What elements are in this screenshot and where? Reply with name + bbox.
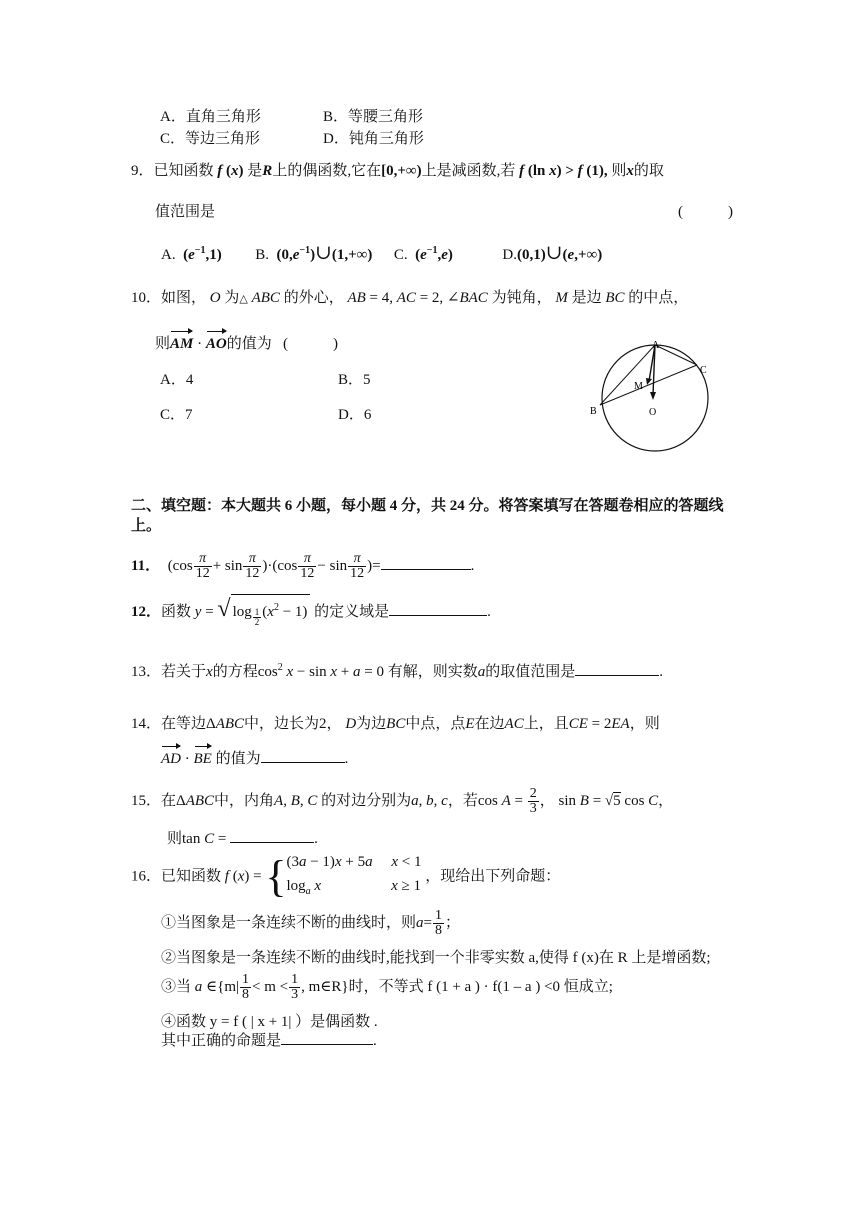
q10-stem: 10．如图， O 为△ ABC 的外心， AB = 4, AC = 2, ∠BAC 为钝角， M 是边 BC 的中点， [131,290,689,306]
q16-prop-3: ③当 a ∈{m| $\frac{1}{8}$ < m < $\frac{1}{3}$ , m∈R}时，不等式 f (1 + a ) · f(1 – a ) <0 恒成立; [161,972,613,1003]
q10-stem-line2: 则AM · AO的值为 ( ) [155,336,338,352]
q9-stem: 9．已知函数 f (x) 是R上的偶函数,它在[0,+∞)上是减函数,若 f (ln x) > f (1), 则x的取 [131,163,664,179]
fig-label-o: O [649,407,657,418]
fig-label-m: M [634,381,643,392]
q10-circle-figure [585,335,720,460]
q16-stem: 16．已知函数 f (x) = {(3a − 1)x + 5a x < 1 $\log_a x$ x ≥ 1 ，现给出下列命题： [131,852,561,901]
q8-option-c: C．等边三角形 [160,131,261,147]
q12-stem: 12．函数 y = √ log $_{\frac{1}{2}}$ $(x^2 - 1)$ 的定义域是 . [131,594,491,630]
fig-label-c: C [700,365,707,376]
q11-stem: 11． (cos $\frac{\pi}{12}$ + sin $\frac{\pi}{12}$ )·(cos $\frac{\pi}{12}$ − sin $\frac{\pi}{12}$ )= . [131,551,475,581]
q10-option-d: D．6 [338,407,372,423]
q8-option-d: D．钝角三角形 [323,131,424,147]
q15-stem: 15．在ΔABC中，内角A, B, C 的对边分别为a, b, c，若cos A = $\frac{2}{3}$ ， sin B = √5 cos C， [131,786,674,817]
fig-label-b: B [590,406,597,417]
q16-prop-2: ②当图象是一条连续不断的曲线时,能找到一个非零实数 a,使得 f (x)在 R 上是增函数; [161,950,711,966]
q14-stem: 14．在等边ΔABC中，边长为2， D为边BC中点，点E在边AC上，且CE = 2EA，则 [131,716,660,732]
fig-label-a: A [652,340,660,351]
q10-option-c: C．7 [160,407,193,423]
q14-stem-line2: AD · BE 的值为 . [161,748,348,769]
q15-stem-line2: 则tan C = . [167,828,318,849]
section-2-heading: 二、填空题：本大题共 6 小题，每小题 4 分，共 24 分。将答案填写在答题卷相应的答题线 [131,498,724,514]
q16-prop-4: ④函数 y = f ( | x + 1| ）是偶函数 . [161,1014,378,1030]
q9-stem-line2: 值范围是 [155,204,216,220]
section-2-heading-line2: 上。 [131,518,162,534]
q13-stem: 13．若关于x的方程$\cos^2 x - \sin x + a = 0$ 有解，则实数a的取值范围是 . [131,662,663,680]
q16-answer-line: 其中正确的命题是 . [161,1030,377,1051]
q8-option-b: B．等腰三角形 [323,109,424,125]
q16-prop-1: ①当图象是一条连续不断的曲线时，则a= $\frac{1}{8}$ ； [161,908,460,939]
q9-answer-paren: ( ) [678,204,733,220]
q10-option-b: B．5 [338,372,371,388]
q10-option-a: A．4 [160,372,194,388]
q8-option-a: A．直角三角形 [160,109,261,125]
q9-options: A. $(e^{-1},1)$ B. $(0,e^{-1})\cup(1,+\infty)$ C. $(e^{-1},e)$ D.(0,1)∪(e,+∞) [161,242,603,264]
